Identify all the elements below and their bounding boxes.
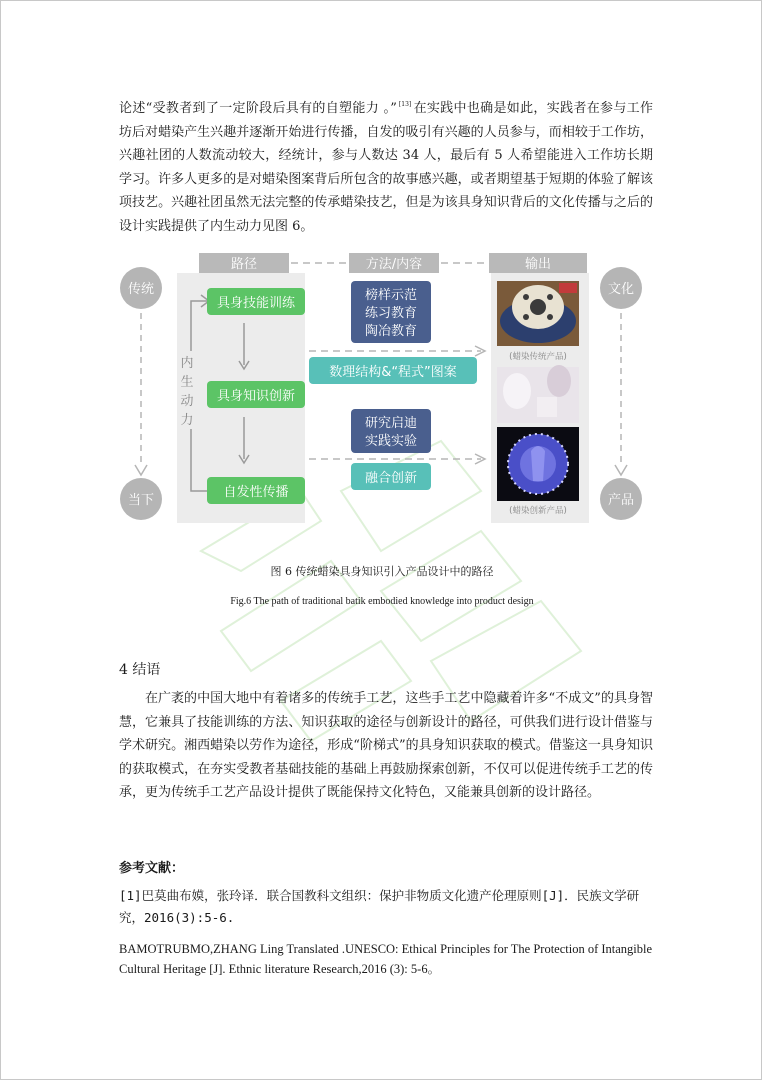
method-box1-line1: 榜样示范 bbox=[364, 288, 418, 303]
figure-caption-zh: 图 6 传统蜡染具身知识引入产品设计中的路径 bbox=[270, 565, 494, 578]
path-step2-label: 具身知识创新 bbox=[216, 389, 296, 404]
method-box3-line2: 实践实验 bbox=[364, 434, 418, 449]
header-method-label: 方法/内容 bbox=[365, 257, 423, 272]
method-box4-label: 融合创新 bbox=[364, 471, 418, 486]
method-box3-line1: 研究启迪 bbox=[364, 416, 418, 431]
figure-6-diagram bbox=[119, 241, 653, 541]
intro-paragraph bbox=[119, 93, 653, 238]
references-title: 参考文献： bbox=[119, 861, 185, 876]
inner-drive-char-1: 内 bbox=[180, 356, 194, 371]
circle-culture-label: 文化 bbox=[607, 282, 635, 297]
header-path-label: 路径 bbox=[230, 257, 258, 272]
innovative-batik-photo bbox=[497, 427, 579, 501]
output-label-traditional: (蜡染传统产品) bbox=[509, 352, 567, 362]
inner-drive-char-2: 生 bbox=[180, 375, 194, 390]
circle-tradition-label: 传统 bbox=[127, 282, 155, 297]
header-output-label: 输出 bbox=[524, 257, 552, 272]
batik-fabric-photo bbox=[497, 365, 579, 423]
intro-text-a: 论述“受教者到了一定阶段后具有的自塑能力 。” bbox=[119, 101, 397, 116]
method-box1-line3: 陶冶教育 bbox=[364, 324, 418, 339]
figure-caption-en: Fig.6 The path of traditional batik embodied knowledge into product design bbox=[230, 596, 534, 607]
section-body: 在广袤的中国大地中有着诸多的传统手工艺，这些手工艺中隐藏着许多“不成文”的具身智慧，它兼具了技能训练的方法、知识获取的途径与创新设计的路径，可供我们进行设计借鉴与学术研究。湘西蜡染以劳作为途径，形成“阶梯式”的具身知识获取的模式。借鉴这一具身知识的获取模式，在夯实受教者基础技能的基础上再鼓励探索创新，不仅可以促进传统手工艺的传承，更为传统手工艺产品设计提供了既能保持文化特色，又能兼具创新的设计路径。 bbox=[119, 691, 653, 800]
path-step1-label: 具身技能训练 bbox=[216, 296, 296, 311]
path-step3-label: 自发性传播 bbox=[223, 485, 289, 500]
output-label-innovative: (蜡染创新产品) bbox=[509, 506, 567, 516]
right-time-arrowhead bbox=[615, 465, 627, 475]
traditional-batik-photo bbox=[497, 281, 579, 346]
inner-drive-char-4: 力 bbox=[180, 413, 194, 428]
reference-1-zh: [1]巴莫曲布嫫，张玲译．联合国教科文组织：保护非物质文化遗产伦理原则[J]．民族文学研究，2016(3):5-6. bbox=[119, 888, 640, 925]
citation-superscript: [13] bbox=[398, 101, 412, 108]
left-time-arrowhead bbox=[135, 465, 147, 475]
section-title: 4 结语 bbox=[119, 662, 161, 678]
circle-present-label: 当下 bbox=[127, 493, 155, 508]
inner-drive-char-3: 动 bbox=[180, 394, 194, 409]
reference-1-en: BAMOTRUBMO,ZHANG Ling Translated .UNESCO: Ethical Principles for The Protection of Intangible Cultural Heritage [J]. Ethnic literature Research,2016 (3): 5-6。 bbox=[119, 942, 653, 976]
method-box1-line2: 练习教育 bbox=[364, 306, 418, 321]
intro-text-b: 在实践中也确是如此，实践者在参与工作坊后对蜡染产生兴趣并逐渐开始进行传播，自发的吸引有兴趣的人员参与，而相较于工作坊，兴趣社团的人数流动较大，经统计，参与人数达 34 人，最后有 5 人希望能进入工作坊长期学习。许多人更多的是对蜡染图案背后所包含的故事感兴趣，或者期望基于短期的体验了解该项技艺。兴趣社团虽然无法完整的传承蜡染技艺，但是为该具身知识背后的文化传播与之后的设计实践提供了内生动力见图 6。 bbox=[119, 101, 653, 234]
circle-product-label: 产品 bbox=[607, 493, 635, 508]
method-box2-label: 数理结构&“程式”图案 bbox=[329, 365, 457, 380]
